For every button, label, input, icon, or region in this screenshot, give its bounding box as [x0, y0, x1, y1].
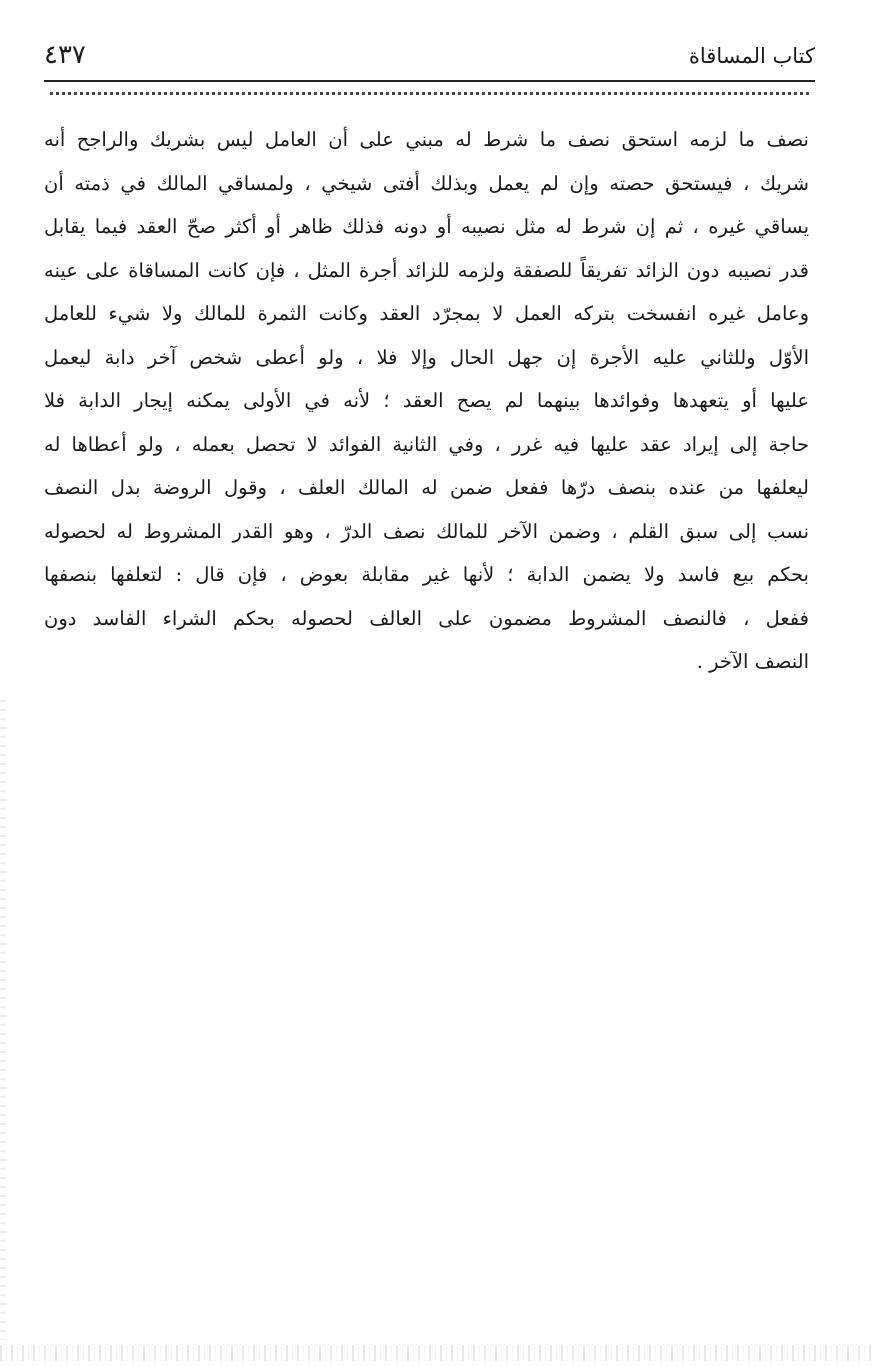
text-line: ففعل ، فالنصف المشروط مضمون على العالف لحصوله بحكم الشراء الفاسد دون [44, 606, 809, 630]
text-line: النصف الآخر . [696, 650, 809, 673]
text-line: ليعلفها من عنده بنصف درّها ففعل ضمن له المالك العلف ، وقول الروضة بدل النصف [44, 476, 809, 499]
text-line: الأوّل وللثاني عليه الأجرة إن جهل الحال وإلا فلا ، ولو أعطى شخص آخر دابة ليعمل [44, 345, 809, 369]
page-number: ٤٣٧ [44, 40, 86, 70]
text-line: يساقي غيره ، ثم إن شرط له مثل نصيبه أو دونه فذلك ظاهر أو أكثر صحّ العقد فيما يقابل [44, 215, 809, 238]
body-text [44, 118, 809, 684]
dotted-separator [50, 92, 809, 105]
page-header [44, 40, 815, 80]
text-line: نسب إلى سبق القلم ، وضمن الآخر للمالك نصف الدرّ ، وهو القدر المشروط له لحصوله [44, 519, 809, 543]
header-rule [44, 80, 815, 82]
scan-edge-noise [0, 700, 6, 1340]
text-line: قدر نصيبه دون الزائد تفريقاً للصفقة ولزمه للزائد أجرة المثل ، فإن كانت المساقاة على عينه [44, 258, 809, 282]
text-line: حاجة إلى إيراد عقد عليها فيه غرر ، وفي الثانية الفوائد لا تحصل بعمله ، ولو أعطاها له [44, 432, 809, 456]
text-line: وعامل غيره انفسخت بتركه العمل لا بمجرّد العقد وكانت الثمرة للمالك ولا شيء للعامل [44, 302, 809, 325]
text-line: عليها أو يتعهدها وفوائدها بينهما لم يصح العقد ؛ لأنه في الأولى يمكنه إيجار الدابة فلا [44, 389, 809, 412]
text-line: نصف ما لزمه استحق نصف ما شرط له مبني على أن العامل ليس بشريك والراجح أنه [44, 128, 809, 151]
scan-bottom-noise [0, 1345, 873, 1361]
text-line: شريك ، فيستحق حصته وإن لم يعمل وبذلك أفتى شيخي ، ولمساقي المالك في ذمته أن [44, 171, 809, 195]
chapter-title: كتاب المساقاة [688, 44, 815, 68]
text-line: بحكم بيع فاسد ولا يضمن الدابة ؛ لأنها غير مقابلة بعوض ، فإن قال : لتعلفها بنصفها [44, 563, 809, 586]
